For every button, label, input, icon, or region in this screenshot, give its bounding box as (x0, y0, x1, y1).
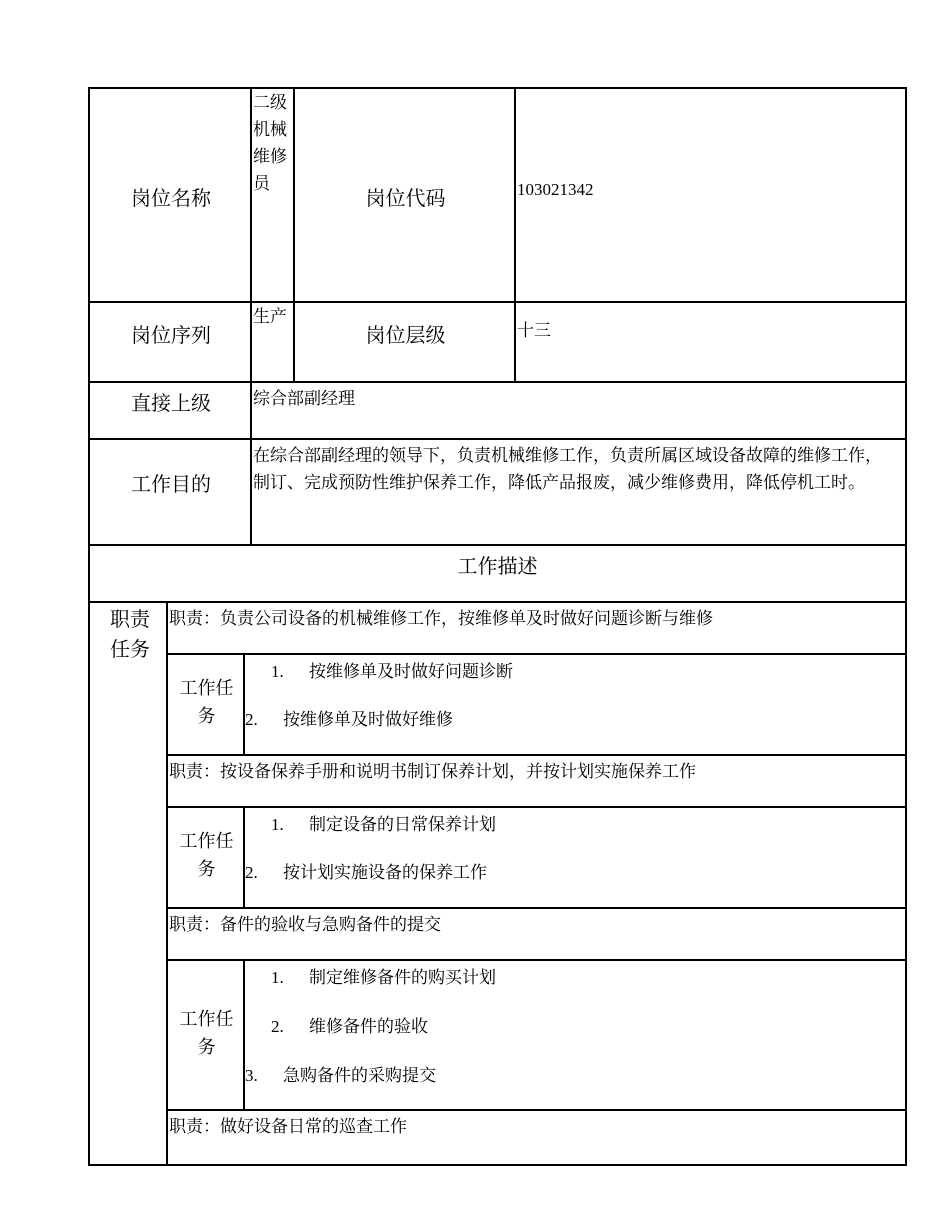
duty-1-tasks (243, 653, 905, 755)
post-name-value: 二级机械维修员 (250, 87, 295, 303)
list-item: 2. 按计划实施设备的保养工作 (245, 863, 487, 882)
job-description-table (88, 87, 907, 1166)
list-item: 2. 维修备件的验收 (271, 1017, 428, 1036)
duty-3-task-label: 工作任务 (166, 959, 245, 1110)
post-level-value: 十三 (514, 301, 905, 382)
duty-1-text: 职责：负责公司设备的机械维修工作，按维修单及时做好问题诊断与维修 (166, 601, 905, 654)
description-title: 工作描述 (90, 544, 905, 602)
post-code-label: 岗位代码 (293, 87, 516, 303)
purpose-value: 在综合部副经理的领导下，负责机械维修工作，负责所属区域设备故障的维修工作，制订、完成预防性维护保养工作，降低产品报废，减少维修费用，降低停机工时。 (250, 438, 905, 545)
duty-2-tasks (243, 806, 905, 908)
post-series-label: 岗位序列 (90, 301, 252, 382)
superior-value: 综合部副经理 (250, 381, 905, 439)
duty-3-text: 职责：备件的验收与急购备件的提交 (166, 907, 905, 960)
list-item: 3. 急购备件的采购提交 (245, 1066, 436, 1085)
duty-3-tasks (243, 959, 905, 1110)
post-level-label: 岗位层级 (293, 301, 516, 382)
purpose-label: 工作目的 (90, 438, 252, 545)
post-code-value: 103021342 (514, 87, 905, 303)
superior-label: 直接上级 (90, 381, 252, 439)
list-item: 1. 制定设备的日常保养计划 (271, 815, 496, 834)
post-name-label: 岗位名称 (90, 87, 252, 303)
list-item: 1. 制定维修备件的购买计划 (271, 968, 496, 987)
duty-2-task-label: 工作任务 (166, 806, 245, 908)
duties-label: 职责任务 (90, 601, 168, 1164)
duty-1-task-label: 工作任务 (166, 653, 245, 755)
post-series-value: 生产 (250, 301, 295, 382)
duty-2-text: 职责：按设备保养手册和说明书制订保养计划，并按计划实施保养工作 (166, 754, 905, 807)
duty-4-text: 职责：做好设备日常的巡查工作 (166, 1109, 905, 1164)
list-item: 2. 按维修单及时做好维修 (245, 710, 453, 729)
list-item: 1. 按维修单及时做好问题诊断 (271, 662, 513, 681)
